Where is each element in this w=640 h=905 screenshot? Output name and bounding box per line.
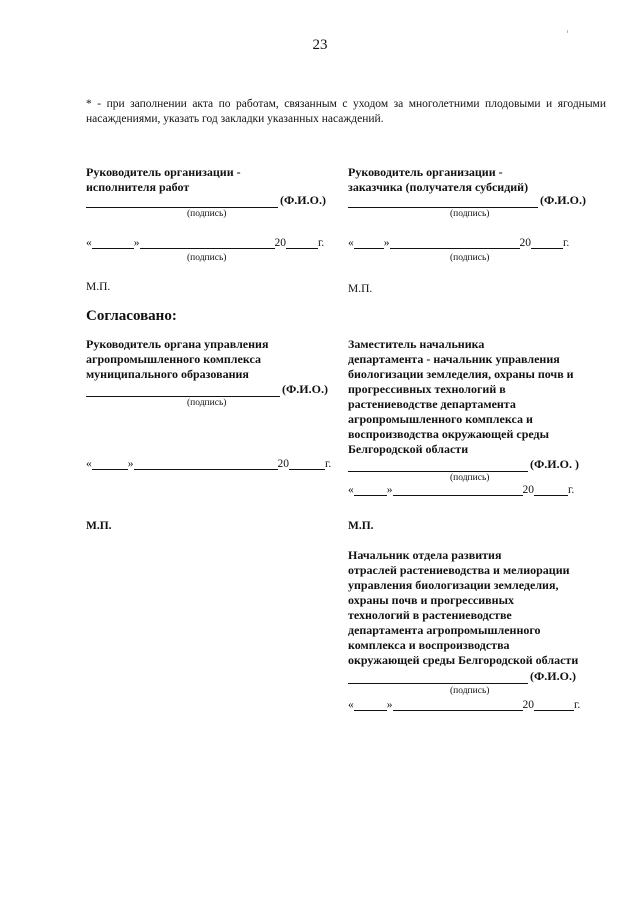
quote-open: « [86, 458, 92, 470]
page-number: 23 [312, 37, 328, 53]
head-dept-title-line7: комплекса и воспроизводства [348, 638, 510, 652]
signature-caption: (подпись) [450, 473, 490, 483]
signature-caption: (подпись) [450, 209, 490, 219]
year-prefix: 20 [522, 484, 534, 496]
customer-signature-line [348, 193, 586, 208]
quote-open: « [86, 237, 92, 249]
municipal-title-line3: муниципального образования [86, 367, 249, 381]
signature-underline [348, 671, 528, 684]
agreed-heading: Согласовано: [86, 308, 177, 324]
signature-underline [348, 459, 528, 472]
stamp-place: М.П. [348, 520, 374, 532]
deputy-date-line [348, 484, 574, 496]
quote-open: « [348, 484, 354, 496]
customer-title-line1: Руководитель организации - [348, 165, 503, 179]
signature-underline [86, 195, 278, 208]
head-dept-title-line2: отраслей растениеводства и мелиорации [348, 563, 570, 577]
executor-date-line [86, 237, 324, 249]
deputy-title-line8: Белгородской области [348, 442, 469, 456]
month-underline [393, 699, 523, 711]
quote-close: » [386, 484, 393, 496]
signature-caption: (подпись) [187, 398, 227, 408]
stamp-place: М.П. [86, 281, 111, 293]
customer-date-line [348, 237, 569, 249]
year-underline [289, 458, 325, 470]
month-underline [134, 458, 278, 470]
quote-close: » [127, 458, 134, 470]
year-suffix: г. [574, 699, 581, 711]
day-underline [354, 237, 384, 249]
month-underline [390, 237, 520, 249]
head-dept-title-line3: управления биологизации земледелия, [348, 578, 559, 592]
fio-label: (Ф.И.О. ) [530, 457, 579, 471]
deputy-title-line7: воспроизводства окружающей среды [348, 427, 549, 441]
executor-title-line2: исполнителя работ [86, 180, 190, 194]
executor-signature-line [86, 193, 326, 208]
day-underline [92, 458, 128, 470]
year-underline [534, 484, 568, 496]
day-underline [354, 699, 387, 711]
year-underline [531, 237, 563, 249]
head-dept-title-line1: Начальник отдела развития [348, 548, 502, 562]
year-suffix: г. [325, 458, 332, 470]
fio-label: (Ф.И.О.) [540, 193, 586, 207]
year-prefix: 20 [522, 699, 534, 711]
signature-underline [86, 384, 280, 397]
head-dept-title-line4: охраны почв и прогрессивных [348, 593, 514, 607]
quote-close: » [383, 237, 390, 249]
day-underline [92, 237, 134, 249]
municipal-signature-line [86, 382, 328, 397]
quote-open: « [348, 699, 354, 711]
deputy-title-line2: департамента - начальник управления [348, 352, 560, 366]
head-dept-title-line8: окружающей среды Белгородской области [348, 653, 579, 667]
month-underline [393, 484, 523, 496]
head-dept-title-line6: департамента агропромышленного [348, 623, 541, 637]
stamp-place: М.П. [348, 283, 373, 295]
date-caption: (подпись) [450, 253, 490, 263]
stamp-place: М.П. [86, 520, 112, 532]
year-underline [286, 237, 318, 249]
head-dept-date-line [348, 699, 580, 711]
quote-open: « [348, 237, 354, 249]
municipal-title-line1: Руководитель органа управления [86, 337, 269, 351]
head-dept-signature-line [348, 669, 576, 684]
customer-title-line2: заказчика (получателя субсидий) [348, 180, 529, 194]
signature-caption: (подпись) [187, 209, 227, 219]
quote-close: » [133, 237, 140, 249]
head-dept-title-line5: технологий в растениеводстве [348, 608, 512, 622]
year-prefix: 20 [277, 458, 289, 470]
year-prefix: 20 [274, 237, 286, 249]
month-underline [140, 237, 275, 249]
year-prefix: 20 [519, 237, 531, 249]
signature-underline [348, 195, 538, 208]
scan-artifact [567, 30, 568, 33]
executor-title-line1: Руководитель организации - [86, 165, 241, 179]
municipal-date-line [86, 458, 331, 470]
year-underline [534, 699, 574, 711]
municipal-title-line2: агропромышленного комплекса [86, 352, 261, 366]
deputy-signature-line [348, 457, 579, 472]
day-underline [354, 484, 387, 496]
fio-label: (Ф.И.О.) [530, 669, 576, 683]
year-suffix: г. [563, 237, 570, 249]
year-suffix: г. [318, 237, 325, 249]
fio-label: (Ф.И.О.) [280, 193, 326, 207]
deputy-title-line4: прогрессивных технологий в [348, 382, 506, 396]
deputy-title-line6: агропромышленного комплекса и [348, 412, 533, 426]
quote-close: » [386, 699, 393, 711]
footnote: * - при заполнении акта по работам, связанным с уходом за многолетними плодовыми и ягодными насаждениями, указать год закладки указанных насаждений. [86, 98, 606, 125]
deputy-title-line3: биологизации земледелия, охраны почв и [348, 367, 574, 381]
signature-caption: (подпись) [450, 686, 490, 696]
fio-label: (Ф.И.О.) [282, 382, 328, 396]
date-caption: (подпись) [187, 253, 227, 263]
deputy-title-line5: растениеводстве департамента [348, 397, 516, 411]
deputy-title-line1: Заместитель начальника [348, 337, 485, 351]
year-suffix: г. [568, 484, 575, 496]
